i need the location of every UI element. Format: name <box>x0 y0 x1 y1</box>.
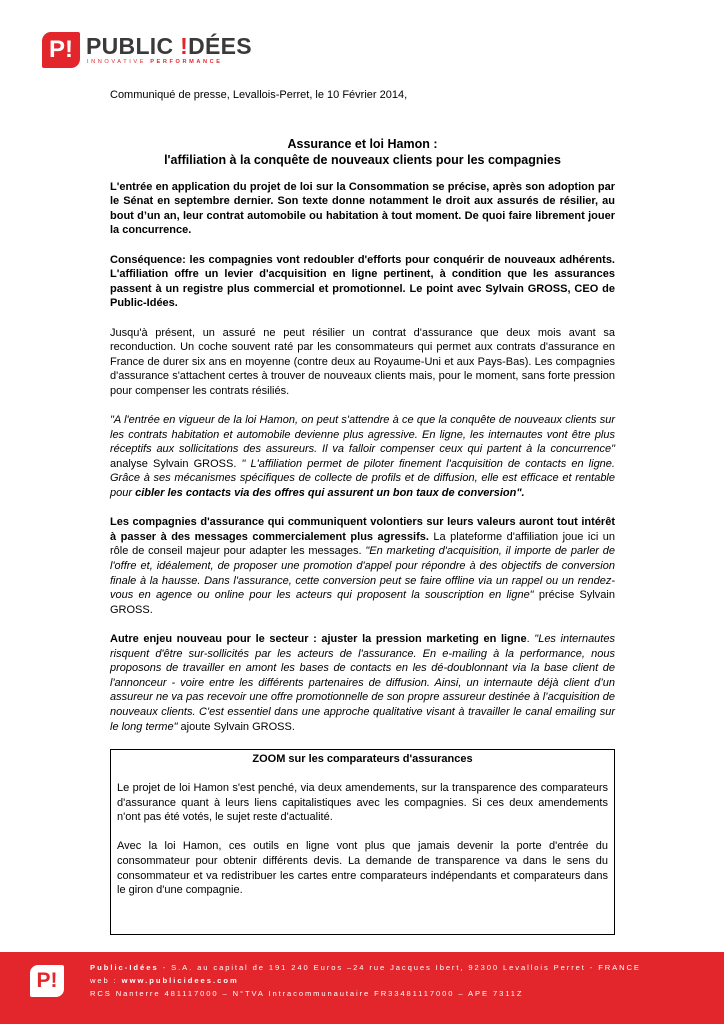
body-text: . <box>526 633 535 645</box>
attribution-text: précise Sylvain GROSS. <box>110 589 615 616</box>
logo-name-bang: ! <box>180 33 189 59</box>
bold-lead-text: Autre enjeu nouveau pour le secteur : ajuster la pression marketing en ligne <box>110 633 527 645</box>
quote-text: "Les internautes risquent d'être sur-sollicités par les acteurs de l'assurance. En e-mailing à la performance, nous proposons de travailler en amont les bases de contacts en les dé-doublonnant via la base client de l'annonceur - voire entre les différents partenaires de diffusion. Ainsi, un internaute déjà client d’un assureur ne va pas recevoir une offre promotionnelle de son propre assureur destinée à l’acquisition de nouveaux clients. C'est essentiel dans une approche qualitative visant à travailler le canal emailing sur le long terme" <box>110 633 615 733</box>
quote-text: " L'affiliation permet de piloter finement l'acquisition de contacts en ligne. Grâce à ses mécanismes spécifiques de collecte de profils et de diffusion, elle est efficace et rentable pour <box>110 457 615 500</box>
logo-tagline-part2: PERFORMANCE <box>150 59 223 65</box>
logo-tagline-part1: INNOVATIVE <box>87 59 151 65</box>
zoom-paragraph-1: Le projet de loi Hamon s'est penché, via deux amendements, sur la transparence des comparateurs d'assurance quant à leurs liens capitalistiques avec les compagnies. Si ces deux amendements n'ont pas été votés, le sujet reste d'actualité. <box>117 781 608 824</box>
attribution-text: ajoute Sylvain GROSS. <box>177 720 295 733</box>
quote-bold-text: cibler les contacts via des offres qui assurent un bon taux de conversion". <box>135 487 525 500</box>
bold-lead-text: Les compagnies d'assurance qui communiquent volontiers sur leurs valeurs auront tout intérêt à passer à des messages commercialement plus agressifs. <box>110 516 615 543</box>
consequence-paragraph: Conséquence: les compagnies vont redoubler d'efforts pour conquérir de nouveaux adhérents. L'affiliation offre un levier d'acquisition en ligne pertinent, à condition que les assurances passent à un registre plus commercial et promotionnel. Le point avec Sylvain GROSS, CEO de Public-Idées. <box>110 253 615 310</box>
quote-paragraph-2 <box>110 515 615 617</box>
zoom-paragraph-2: Avec la loi Hamon, ces outils en ligne vont plus que jamais devenir la porte d'entrée du consommateur pour obtenir différents devis. La demande de transparence va dans le sens du consommateur et va redistribuer les cartes entre comparateurs indépendants et comparateurs dans le giron d'une compagnie. <box>117 840 608 897</box>
body-text: La plateforme d'affiliation joue ici un rôle de conseil majeur pour adapter les messages. <box>110 530 616 558</box>
title-line-1: Assurance et loi Hamon : <box>287 136 438 151</box>
title-line-2: l'affiliation à la conquête de nouveaux clients pour les compagnies <box>164 152 561 167</box>
logo-wordmark <box>86 33 252 60</box>
footer-web-label: web : <box>90 976 122 985</box>
zoom-box <box>110 749 615 936</box>
zoom-title: ZOOM sur les comparateurs d'assurances <box>252 752 473 765</box>
dateline: Communiqué de presse, Levallois-Perret, le 10 Février 2014, <box>110 89 408 101</box>
logo-badge: P! <box>42 32 80 68</box>
logo-tagline <box>87 59 223 65</box>
logo-name-part2: DÉES <box>188 33 252 59</box>
page-title <box>110 136 615 168</box>
context-paragraph: Jusqu'à présent, un assuré ne peut résilier un contrat d'assurance que deux mois avant sa reconduction. Un coche souvent raté par les consommateurs qui permet aux contrats d'assurance en France de durer six ans en moyenne (contre deux au Royaume-Uni et aux Pays-Bas). Les compagnies d'assurance s'attachent certes à trouver de nouveaux clients mais, pour le moment, sans forte pression pour compenser les contrats résiliés. <box>110 326 615 397</box>
quote-paragraph-3 <box>110 632 615 734</box>
company-logo <box>42 32 262 70</box>
footer-line-2 <box>90 974 641 987</box>
intro-paragraph: L'entrée en application du projet de loi sur la Consommation se précise, après son adoption par le Sénat en septembre dernier. Son texte donne notamment le droit aux assurés de résilier, au bout d’un an, leur contrat automobile ou habitation à tout moment. De quoi faire librement jouer la concurrence. <box>110 180 615 237</box>
footer-line-3: RCS Nanterre 481117000 – N°TVA Intracommunautaire FR33481117000 – APE 7311Z <box>90 989 524 998</box>
footer-legal-info <box>90 961 641 1000</box>
attribution-text: analyse Sylvain GROSS. <box>110 457 242 470</box>
footer-web-link[interactable]: www.publicidees.com <box>121 976 239 985</box>
footer-company: Public-Idées <box>90 963 159 972</box>
press-release-body <box>110 88 615 935</box>
quote-paragraph-1 <box>110 413 615 501</box>
footer-logo-badge: P! <box>30 965 64 997</box>
footer <box>0 952 724 1024</box>
quote-text: "A l'entrée en vigueur de la loi Hamon, on peut s'attendre à ce que la conquête de nouveaux clients sur les contrats habitation et automobile devienne plus agressive. En ligne, les internautes vont être plus réceptifs aux sollicitations des assureurs. Il va falloir compenser ceux qui partent à la concurrence" <box>110 414 615 456</box>
footer-line-1 <box>90 961 641 974</box>
logo-name-part1: PUBLIC <box>86 33 181 59</box>
footer-address: - S.A. au capital de 191 240 Euros –24 rue Jacques Ibert, 92300 Levallois Perret - FRANCE <box>158 963 641 972</box>
quote-text: "En marketing d'acquisition, il importe de parler de l'offre et, idéalement, de proposer une promotion d'appel pour répondre à des objectifs de conversion finale à la hausse. Dans l'assurance, cette conversion peut se faire offline via un rappel ou un rendez-vous en agence ou online pour les acteurs qui proposent la souscription en ligne" <box>110 545 615 602</box>
